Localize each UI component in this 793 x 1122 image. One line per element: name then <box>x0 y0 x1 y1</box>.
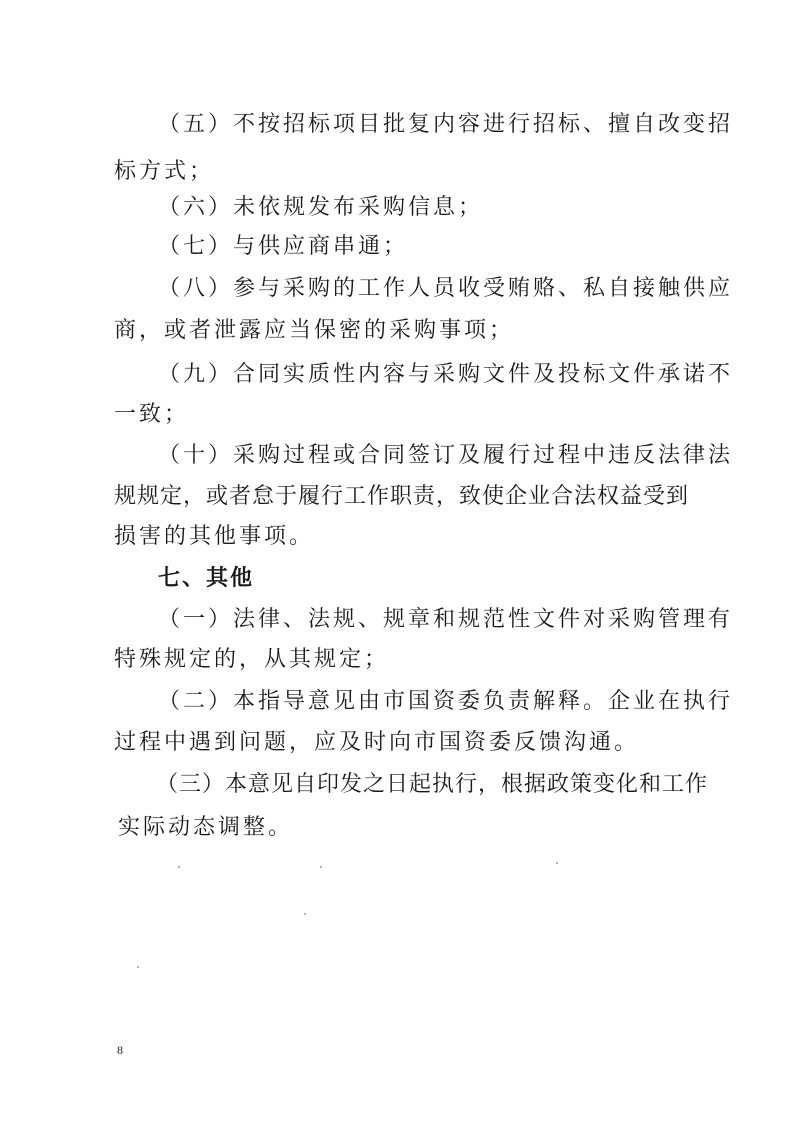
text-line: （七）与供应商串通； <box>158 234 409 259</box>
scan-speck <box>320 866 322 868</box>
text-line: （八）参与采购的工作人员收受贿赂、私自接触供应 <box>158 276 734 301</box>
text-line: （六）未依规发布采购信息； <box>158 195 484 220</box>
scan-speck <box>556 862 558 864</box>
text-line: 损害的其他事项。 <box>114 524 315 549</box>
text-line: （二）本指导意见由市国资委负责解释。企业在执行 <box>158 689 734 714</box>
scan-speck <box>137 966 139 968</box>
text-line: （三）本意见自印发之日起执行，根据政策变化和工作 <box>156 772 709 797</box>
text-line: 过程中遇到问题，应及时向市国资委反馈沟通。 <box>114 730 640 755</box>
text-line: 一致； <box>114 402 190 427</box>
text-line: 特殊规定的，从其规定； <box>114 647 390 672</box>
text-line: （十）采购过程或合同签订及履行过程中违反法律法 <box>158 443 734 468</box>
scan-speck <box>304 913 306 915</box>
text-line: （九）合同实质性内容与采购文件及投标文件承诺不 <box>158 362 734 387</box>
text-line: （五）不按招标项目批复内容进行招标、擅自改变招 <box>158 112 734 137</box>
text-line: 规规定，或者怠于履行工作职责，致使企业合法权益受到 <box>114 484 690 509</box>
text-line: （一）法律、法规、规章和规范性文件对采购管理有 <box>158 607 734 632</box>
text-line: 实际动态调整。 <box>118 815 294 840</box>
section-heading: 七、其他 <box>158 566 255 591</box>
scan-speck <box>178 866 180 868</box>
text-line: 商，或者泄露应当保密的采购事项； <box>114 318 515 343</box>
text-line: 标方式； <box>114 159 215 184</box>
page-number: 8 <box>117 1043 123 1057</box>
